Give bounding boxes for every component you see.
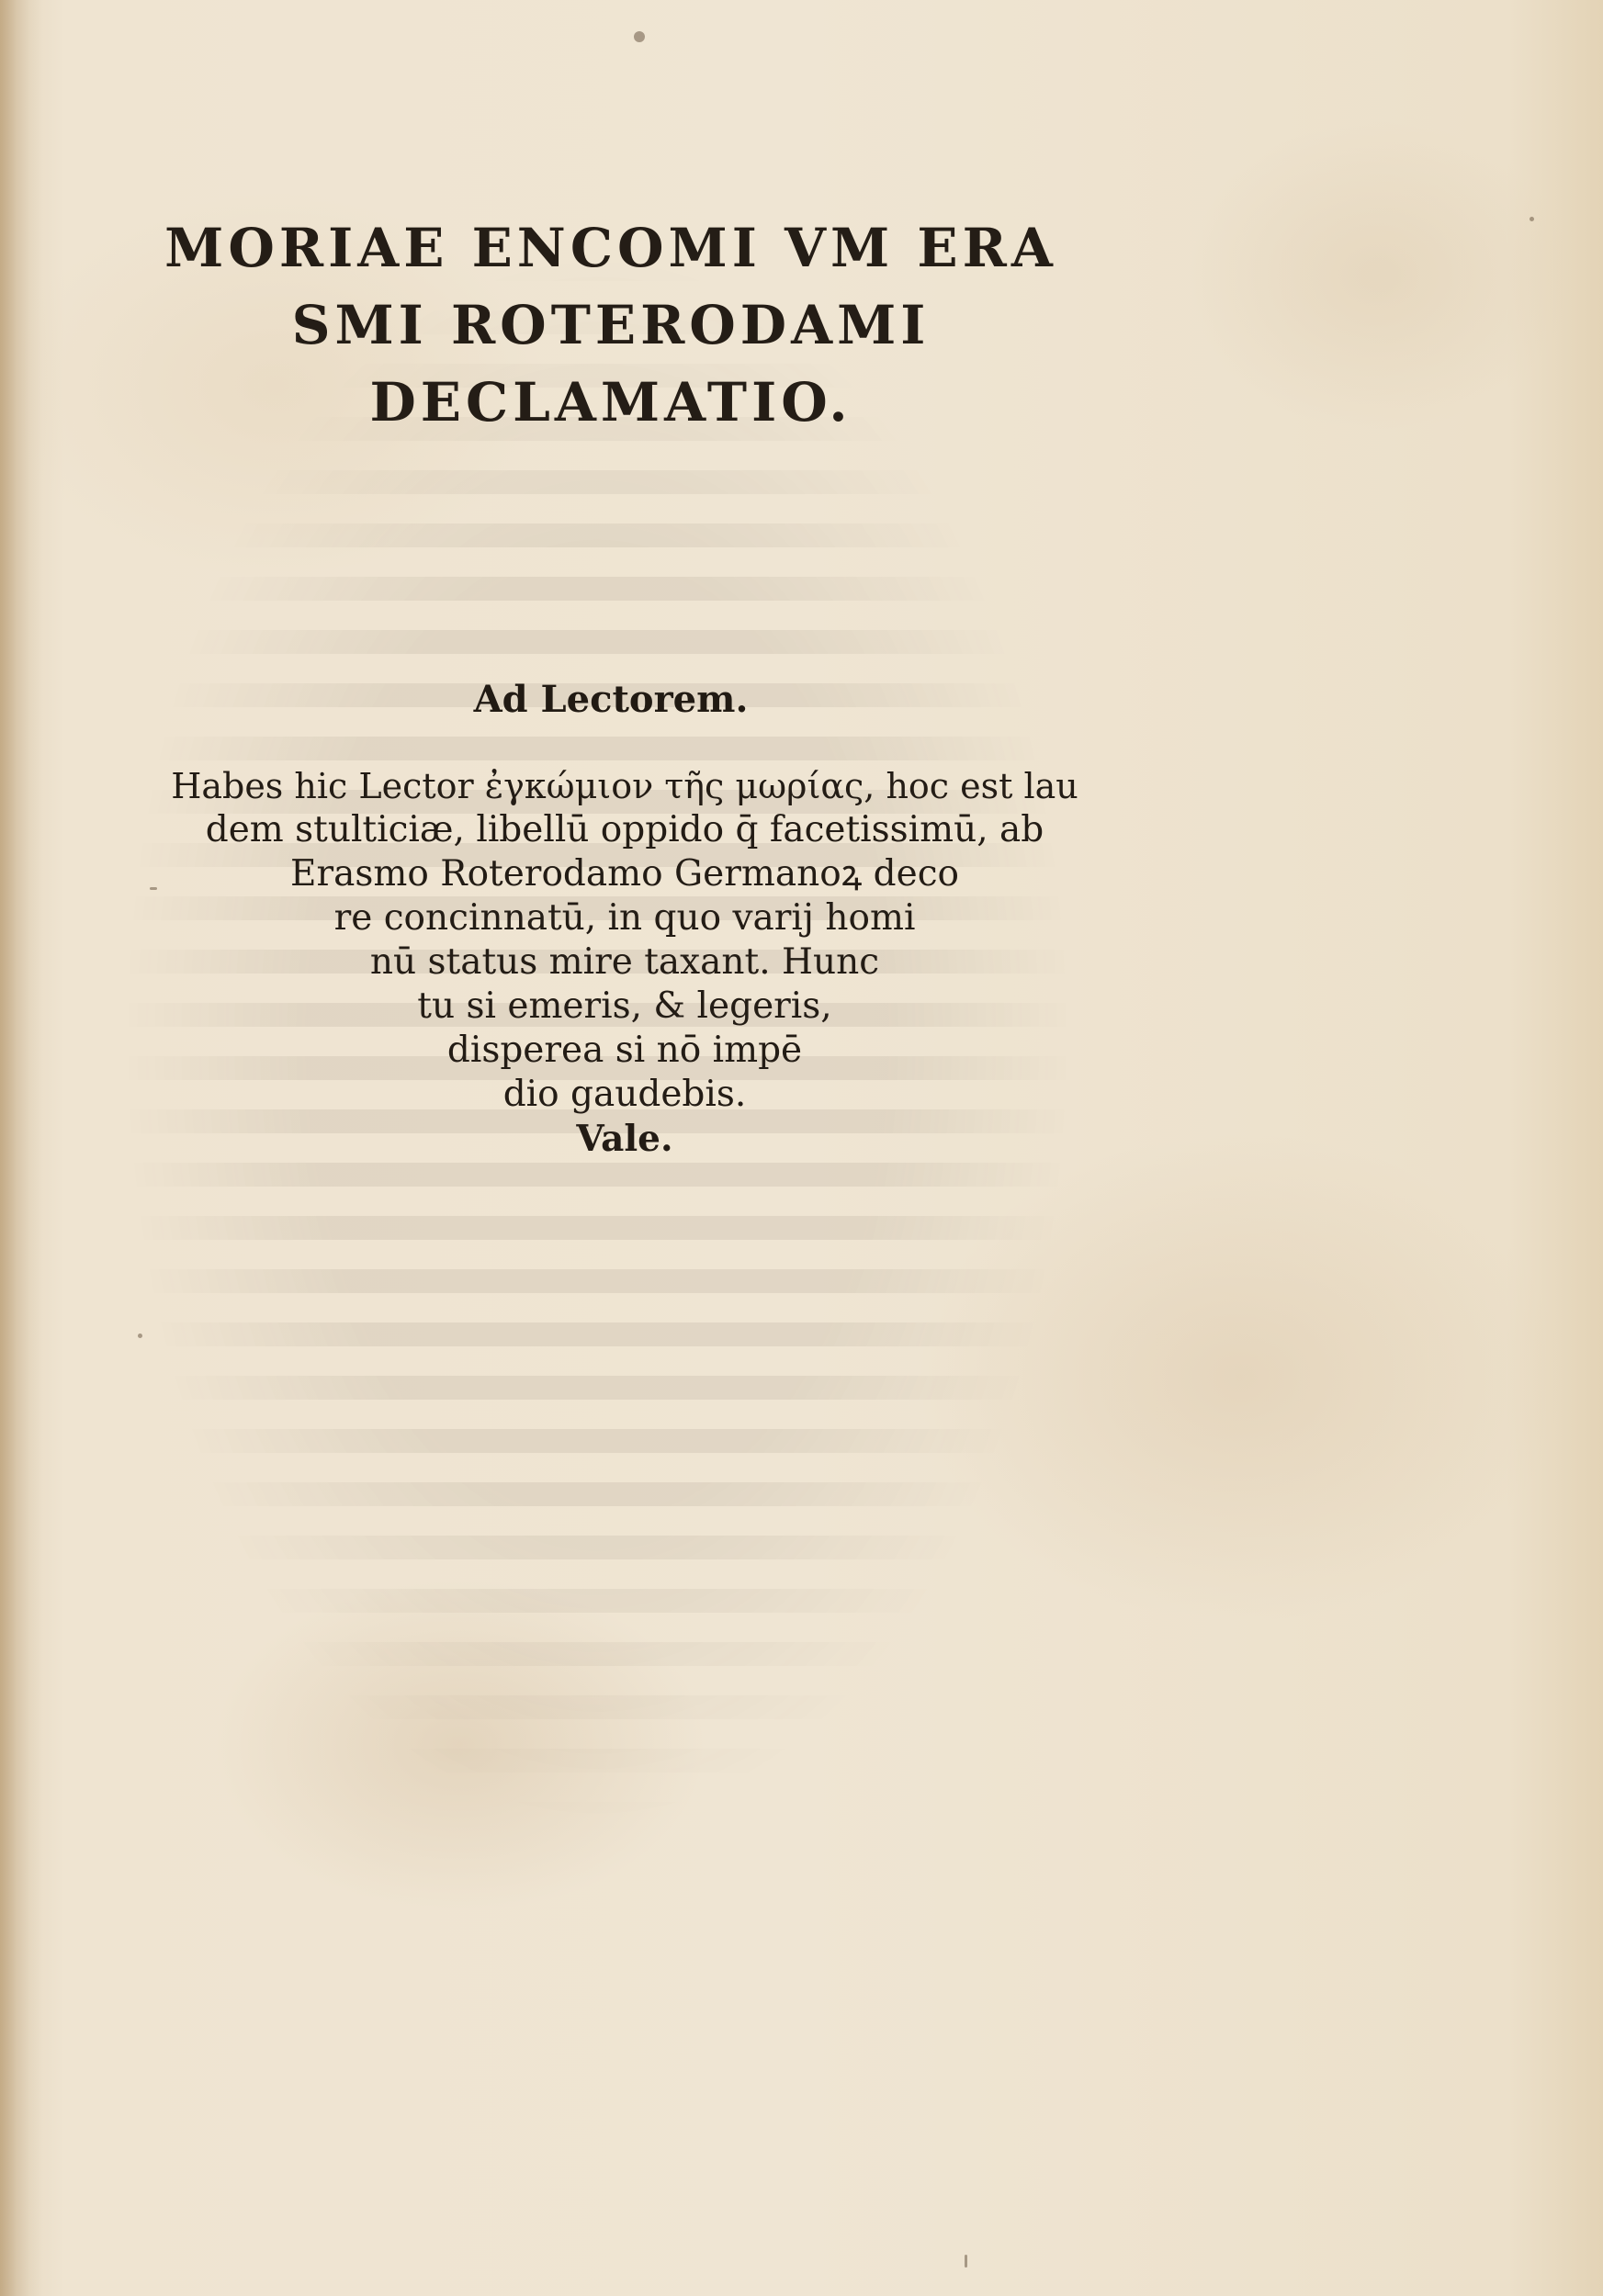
preface-closing: Vale. — [576, 1118, 673, 1160]
title-line: DECLAMATIO. — [369, 371, 852, 433]
preface-paragraph — [101, 764, 1148, 1161]
preface-line: dio gaudebis. — [502, 1074, 747, 1115]
preface-line: re concinnatū, in quo varij homi — [333, 897, 916, 939]
preface-line: tu si emeris, & legeris, — [417, 985, 832, 1027]
address-heading: Ad Lectorem. — [473, 678, 749, 721]
preface-line: dem stulticiæ, libellū oppido q̄ facetissimū, ab — [205, 809, 1044, 850]
preface-line: nū status mire taxant. Hunc — [369, 941, 880, 983]
title-line: SMI ROTERODAMI — [291, 294, 931, 356]
book-title — [138, 209, 1084, 441]
preface-line: disperea si nō impē — [446, 1030, 803, 1071]
ink-speck — [1530, 217, 1534, 221]
ink-speck — [138, 1334, 142, 1338]
preface-line: Erasmo Roterodamo Germanoꝝ deco — [289, 853, 960, 895]
ink-speck — [634, 31, 645, 42]
ink-speck — [965, 2255, 967, 2268]
title-line: MORIAE ENCOMI VM ERA — [164, 217, 1057, 279]
page-spine-edge — [0, 0, 42, 2296]
preface-line: Habes hic Lector ἐγκώμιον τῆς μωρίας, hoc est lau — [171, 766, 1078, 806]
